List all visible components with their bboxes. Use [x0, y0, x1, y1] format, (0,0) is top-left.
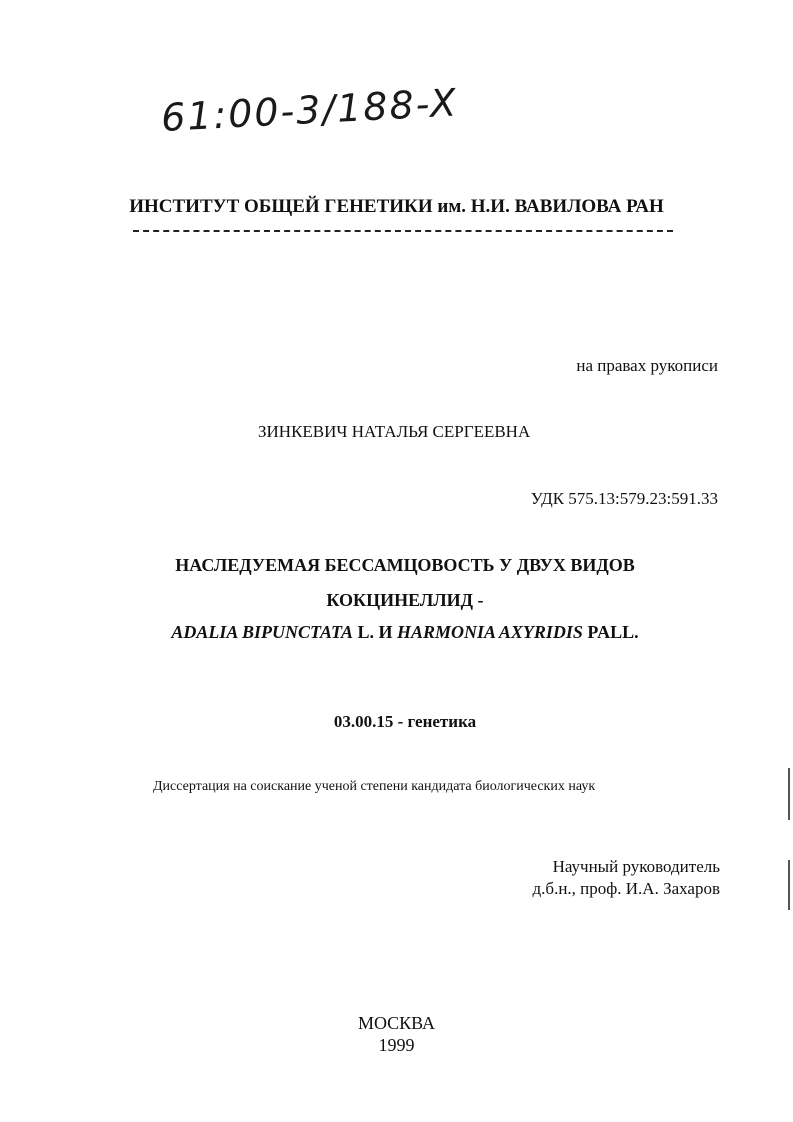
species-author-1: L. И — [352, 622, 397, 642]
supervisor-role: Научный руководитель — [552, 857, 720, 876]
scan-edge-mark — [788, 860, 790, 910]
species-harmonia: HARMONIA AXYRIDIS — [397, 622, 583, 642]
handwritten-archive-number: 61:00-3/188-X — [160, 80, 460, 140]
scan-edge-mark — [788, 768, 790, 820]
city-year-block — [0, 1012, 793, 1056]
dashed-divider — [133, 230, 673, 232]
author-name: ЗИНКЕВИЧ НАТАЛЬЯ СЕРГЕЕВНА — [258, 422, 531, 441]
dissertation-statement: Диссертация на соискание ученой степени кандидата биологических наук — [153, 779, 596, 794]
title-line-1: НАСЛЕДУЕМАЯ БЕССАМЦОВОСТЬ У ДВУХ ВИДОВ — [175, 555, 635, 575]
city: МОСКВА — [357, 1013, 436, 1033]
title-line-2: КОКЦИНЕЛЛИД - — [326, 590, 484, 610]
title-line-3 — [0, 622, 793, 643]
udc-code: УДК 575.13:579.23:591.33 — [530, 489, 718, 508]
institute-name: ИНСТИТУТ ОБЩЕЙ ГЕНЕТИКИ им. Н.И. ВАВИЛОВА РАН — [129, 196, 664, 217]
species-author-2: PALL. — [582, 622, 639, 642]
manuscript-note: на правах рукописи — [576, 356, 718, 375]
supervisor-block — [533, 856, 720, 900]
species-adalia: ADALIA BIPUNCTATA — [171, 622, 353, 642]
year: 1999 — [378, 1035, 415, 1055]
specialty-code: 03.00.15 - генетика — [333, 712, 477, 731]
supervisor-name: д.б.н., проф. И.А. Захаров — [532, 879, 720, 898]
